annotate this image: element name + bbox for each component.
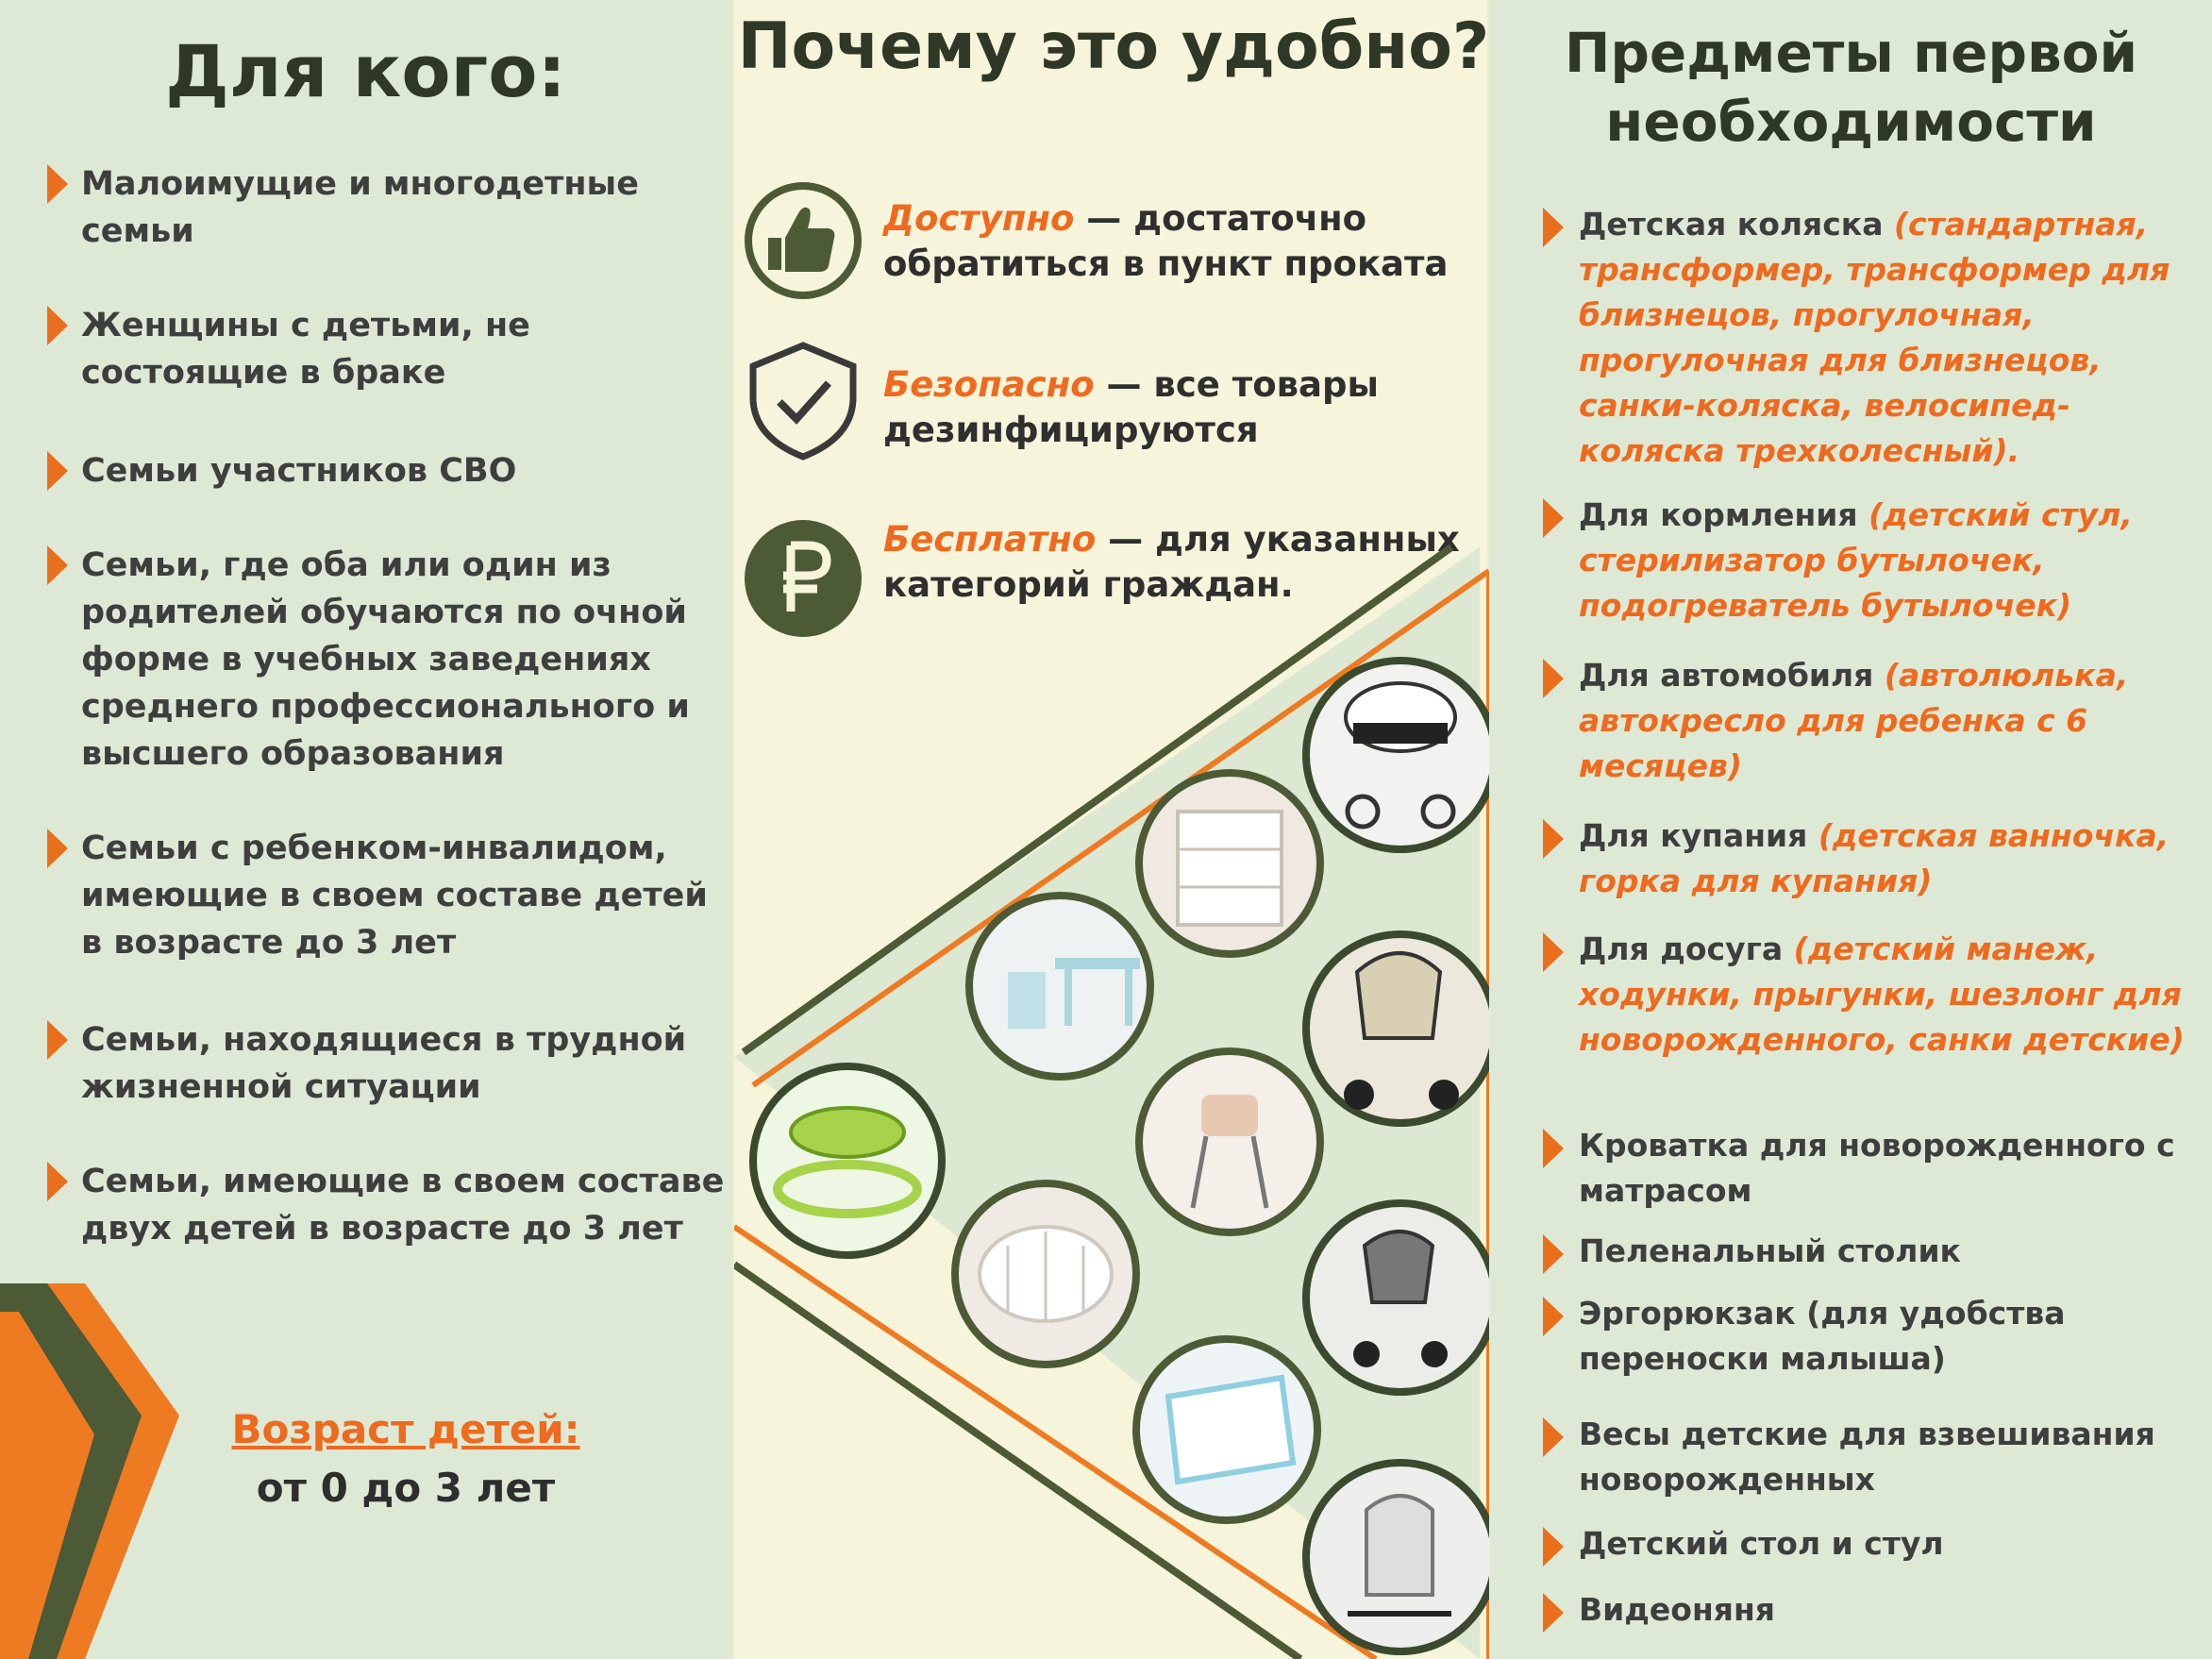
benefit-description: — достаточно обратиться в пункт проката	[883, 198, 1449, 284]
bullet-arrow-icon	[47, 1162, 68, 1201]
products-collage	[734, 528, 1489, 1659]
baby-walker-photo	[753, 1066, 942, 1255]
item-detail: (автолюлька, автокресло для ребенка с 6 месяцев)	[1579, 657, 2129, 784]
item-detail: (детский стул, стерилизатор бутылочек, подогреватель бутылочек)	[1579, 496, 2133, 624]
right-panel-title: Предметы первой необходимости	[1564, 21, 2138, 154]
bullet-arrow-icon	[1543, 1527, 1564, 1567]
list-item-text	[1579, 1521, 2211, 1567]
item-detail: (стандартная, трансформер, трансформер для близнецов, прогулочная, прогулочная для близнецов, санки-коляска, велосипед-коляска трехколесный).	[1579, 206, 2170, 469]
essentials-list	[1490, 0, 2212, 1659]
bullet-arrow-icon	[1543, 1129, 1564, 1168]
list-item-text: Семьи, находящиеся в трудной жизненной ситуации	[81, 1021, 687, 1106]
shield-check-icon	[742, 340, 864, 462]
list-item-text	[1579, 1587, 2211, 1633]
middle-panel	[731, 0, 1490, 1659]
benefit-key: Безопасно	[883, 364, 1095, 405]
item-name: Для купания	[1579, 817, 1818, 854]
item-name: Для досуга	[1579, 930, 1794, 967]
benefit-text	[883, 196, 1487, 287]
bullet-arrow-icon	[47, 1020, 68, 1060]
bullet-arrow-icon	[47, 545, 68, 585]
item-name: Пеленальный столик	[1579, 1232, 1961, 1269]
item-name: Видеоняня	[1579, 1591, 1775, 1628]
item-detail: (детский манеж, ходунки, прыгунки, шезлонг для новорожденного, санки детские)	[1579, 930, 2185, 1058]
list-item-text	[1579, 1291, 2211, 1382]
list-item-text	[1579, 1123, 2211, 1214]
list-item-text	[1579, 202, 2211, 474]
item-detail: (детская ванночка, горка для купания)	[1579, 817, 2170, 899]
crib-photo	[955, 1183, 1136, 1365]
list-item-text: Женщины с детьми, не состоящие в браке	[81, 307, 530, 392]
bullet-arrow-icon	[1543, 1234, 1564, 1274]
bullet-arrow-icon	[1543, 659, 1564, 698]
bullet-arrow-icon	[1543, 1593, 1564, 1633]
item-name: Кроватка для новорожденного с матрасом	[1579, 1127, 2175, 1209]
bullet-arrow-icon	[1543, 208, 1564, 247]
eligibility-list	[0, 0, 731, 1321]
left-panel	[0, 0, 731, 1659]
bullet-arrow-icon	[1543, 1417, 1564, 1457]
benefit-description: — для указанных категорий граждан.	[883, 519, 1460, 605]
item-name: Детский стол и стул	[1579, 1525, 1944, 1562]
list-item-text	[1579, 813, 2211, 904]
list-item-text	[1579, 927, 2211, 1063]
pram-photo	[1306, 661, 1489, 849]
baby-bath-photo	[1136, 1339, 1317, 1520]
benefit-safe	[734, 340, 1493, 491]
benefit-key: Доступно	[883, 198, 1075, 239]
left-panel-title: Для кого:	[165, 29, 566, 113]
item-name: Детская коляска	[1579, 206, 1894, 243]
changing-table-photo	[1139, 773, 1320, 954]
right-panel	[1490, 0, 2212, 1659]
benefit-text	[883, 362, 1487, 453]
bullet-arrow-icon	[1543, 1297, 1564, 1336]
stroller-photo	[1306, 934, 1489, 1123]
sled-stroller-photo	[1306, 1463, 1489, 1651]
list-item-text: Малоимущие и многодетные семьи	[81, 165, 639, 250]
bullet-arrow-icon	[47, 829, 68, 868]
bullet-arrow-icon	[47, 451, 68, 491]
benefit-key: Бесплатно	[883, 519, 1097, 560]
list-item-text: Семьи с ребенком-инвалидом, имеющие в своем составе детей в возрасте до 3 лет	[81, 830, 708, 962]
middle-panel-title: Почему это удобно?	[737, 9, 1490, 84]
bullet-arrow-icon	[47, 306, 68, 345]
list-item-text: Семьи, где оба или один из родителей обучаются по очной форме в учебных заведениях среднего профессионального и высшего образования	[81, 546, 690, 773]
bullet-arrow-icon	[1543, 498, 1564, 538]
benefit-description: — все товары дезинфицируются	[883, 364, 1379, 450]
kids-table-chair-photo	[969, 896, 1150, 1077]
list-item-text	[1579, 1412, 2211, 1502]
age-value: от 0 до 3 лет	[256, 1465, 556, 1511]
benefit-accessible	[734, 179, 1493, 330]
list-item-text	[1579, 653, 2211, 789]
item-name: Весы детские для взвешивания новорожденных	[1579, 1416, 2155, 1498]
tricycle-photo	[1306, 1203, 1489, 1392]
bullet-arrow-icon	[1543, 819, 1564, 859]
list-item-text	[1579, 493, 2211, 628]
bullet-arrow-icon	[1543, 932, 1564, 972]
list-item-text	[1579, 1229, 2211, 1274]
thumbs-up-icon	[742, 179, 864, 302]
item-name: Эргорюкзак (для удобства переноски малыша)	[1579, 1295, 2066, 1377]
chevron-decoration-icon	[0, 1283, 189, 1659]
list-item-text: Семьи участников СВО	[81, 452, 517, 490]
age-label: Возраст детей:	[231, 1406, 580, 1452]
item-name: Для кормления	[1579, 496, 1869, 533]
high-chair-photo	[1139, 1051, 1320, 1232]
list-item-text: Семьи, имеющие в своем составе двух детей в возрасте до 3 лет	[81, 1163, 725, 1248]
bullet-arrow-icon	[47, 164, 68, 204]
item-name: Для автомобиля	[1579, 657, 1885, 694]
